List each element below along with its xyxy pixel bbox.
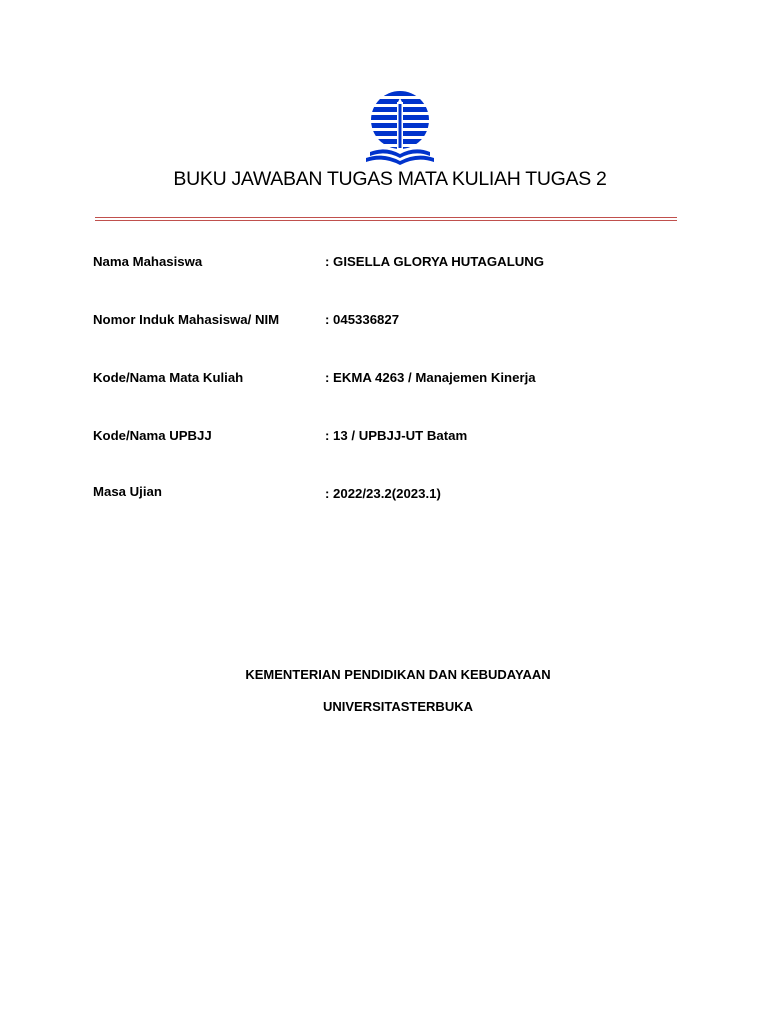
field-row-masa-ujian (93, 486, 693, 506)
field-label: Kode/Nama Mata Kuliah (93, 370, 244, 385)
footer-ministry: KEMENTERIAN PENDIDIKAN DAN KEBUDAYAAN (245, 667, 551, 682)
field-value: : 13 / UPBJJ-UT Batam (325, 428, 468, 443)
field-label: Nomor Induk Mahasiswa/ NIM (93, 312, 280, 327)
field-label: Nama Mahasiswa (93, 254, 203, 269)
footer-university: UNIVERSITASTERBUKA (323, 699, 473, 714)
field-row-nim (93, 312, 693, 332)
field-label: Masa Ujian (93, 484, 162, 499)
field-value: : EKMA 4263 / Manajemen Kinerja (325, 370, 536, 385)
field-row-nama (93, 254, 693, 274)
title-divider-bottom (95, 220, 677, 221)
title-divider-top (95, 217, 677, 218)
field-row-upbjj (93, 428, 693, 448)
field-label: Kode/Nama UPBJJ (93, 428, 212, 443)
field-row-mata-kuliah (93, 370, 693, 390)
document-title: BUKU JAWABAN TUGAS MATA KULIAH TUGAS 2 (173, 168, 607, 190)
field-value: : 045336827 (325, 312, 400, 327)
field-value: : GISELLA GLORYA HUTAGALUNG (325, 254, 545, 269)
universitas-terbuka-logo-icon (364, 90, 436, 166)
field-value: : 2022/23.2(2023.1) (325, 486, 441, 501)
